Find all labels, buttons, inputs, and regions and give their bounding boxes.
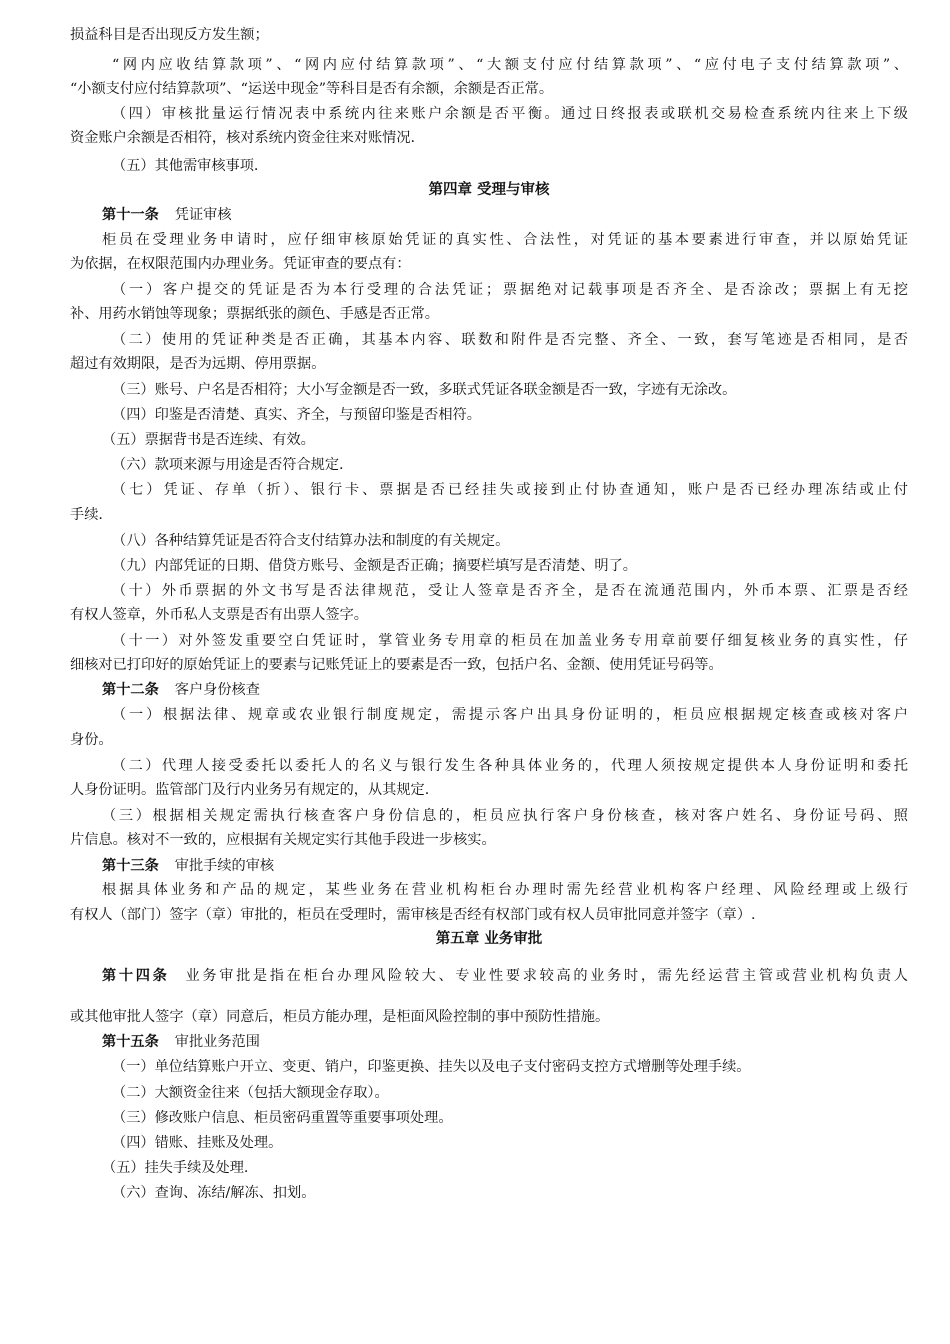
article-number: 第十二条: [102, 682, 159, 698]
article-heading: [102, 204, 908, 226]
paragraph-line: （一）客户提交的凭证是否为本行受理的合法凭证；票据绝对记载事项是否齐全、是否涂改；票据上有无挖: [112, 282, 908, 298]
article-title: 凭证审核: [174, 207, 232, 223]
article-number: 第十一条: [102, 207, 159, 223]
paragraph-line: 身份。: [70, 732, 113, 748]
paragraph-line: 或其他审批人签字（章）同意后，柜员方能办理，是柜面风险控制的事中预防性措施。: [70, 1009, 610, 1025]
paragraph-line: （二）大额资金往来（包括大额现金存取）。: [112, 1085, 389, 1101]
paragraph-line: 片信息。核对不一致的，应根据有关规定实行其他手段进一步核实。: [70, 832, 496, 848]
paragraph-line: 损益科目是否出现反方发生额；: [70, 27, 269, 43]
chapter-heading: 第四章 受理与审核: [428, 181, 550, 198]
article-number: 第十四条: [102, 968, 170, 984]
paragraph-line: 有权人（部门）签字（章）审批的，柜员在受理时，需审核是否经有权部门或有权人员审批同意并签字（章）.: [70, 907, 756, 923]
paragraph-line: （二）使用的凭证种类是否正确，其基本内容、联数和附件是否完整、齐全、一致，套写笔迹是否相同，是否: [112, 332, 908, 348]
paragraph-line: （三）账号、户名是否相符；大小写金额是否一致，多联式凭证各联金额是否一致，字迹有无涂改。: [112, 382, 737, 398]
paragraph-line: （十一）对外签发重要空白凭证时，掌管业务专用章的柜员在加盖业务专用章前要仔细复核业务的真实性，仔: [112, 633, 908, 649]
paragraph-line: （三）根据相关规定需执行核查客户身份信息的，柜员应执行客户身份核查，核对客户姓名、身份证号码、照: [102, 808, 908, 824]
article-heading: [102, 679, 908, 701]
paragraph-line: 为依据，在权限范围内办理业务。凭证审查的要点有：: [70, 256, 411, 272]
paragraph-line: 有权人签章，外币私人支票是否有出票人签字。: [70, 607, 368, 623]
paragraph-line: （八）各种结算凭证是否符合支付结算办法和制度的有关规定。: [112, 533, 510, 549]
paragraph-line: （三）修改账户信息、柜员密码重置等重要事项处理。: [112, 1110, 453, 1126]
paragraph-line: 超过有效期限，是否为远期、停用票据。: [70, 356, 326, 372]
paragraph-line: 柜员在受理业务申请时，应仔细审核原始凭证的真实性、合法性，对凭证的基本要素进行审查，并以原始凭证: [102, 232, 908, 248]
paragraph-line: （十）外币票据的外文书写是否法律规范，受让人签章是否齐全，是否在流通范围内，外币本票、汇票是否经: [112, 583, 908, 599]
paragraph-line: “小额支付应付结算款项”、“运送中现金”等科目是否有余额，余额是否正常。: [70, 81, 554, 97]
paragraph-line: （一）单位结算账户开立、变更、销户，印鉴更换、挂失以及电子支付密码支控方式增删等处理手续。: [112, 1059, 751, 1075]
paragraph-line: （七）凭证、存单（折）、银行卡、票据是否已经挂失或接到止付协查通知，账户是否已经办理冻结或止付: [112, 482, 908, 498]
article-heading: [102, 965, 908, 987]
paragraph-line: （五）其他需审核事项.: [112, 158, 259, 174]
paragraph-line: “网内应收结算款项”、“网内应付结算款项”、“大额支付应付结算款项”、“应付电子支付结算款项”、: [112, 57, 908, 73]
article-number: 第十五条: [102, 1034, 159, 1050]
paragraph-line: （四）印鉴是否清楚、真实、齐全，与预留印鉴是否相符。: [112, 407, 481, 423]
paragraph-line: （六）款项来源与用途是否符合规定.: [112, 457, 344, 473]
article-heading: [102, 855, 908, 877]
paragraph-line: 人身份证明。监管部门及行内业务另有规定的，从其规定.: [70, 782, 430, 798]
article-text: 业务审批是指在柜台办理风险较大、专业性要求较高的业务时，需先经运营主管或营业机构负责人: [185, 968, 908, 984]
paragraph-line: 资金账户余额是否相符，核对系统内资金往来对账情况.: [70, 130, 416, 146]
paragraph-line: （九）内部凭证的日期、借贷方账号、金额是否正确；摘要栏填写是否清楚、明了。: [112, 558, 637, 574]
paragraph-line: （四）错账、挂账及处理。: [112, 1135, 283, 1151]
paragraph-line: 细核对已打印好的原始凭证上的要素与记账凭证上的要素是否一致，包括户名、金额、使用凭证号码等。: [70, 657, 723, 673]
chapter-heading: 第五章 业务审批: [435, 930, 543, 947]
paragraph-line: （二）代理人接受委托以委托人的名义与银行发生各种具体业务的，代理人须按规定提供本人身份证明和委托: [112, 758, 908, 774]
article-title: 审批手续的审核: [174, 858, 275, 874]
paragraph-line: （五）挂失手续及处理.: [102, 1160, 249, 1176]
paragraph-line: 根据具体业务和产品的规定，某些业务在营业机构柜台办理时需先经营业机构客户经理、风险经理或上级行: [102, 882, 908, 898]
paragraph-line: 手续.: [70, 507, 103, 523]
paragraph-line: （六）查询、冻结/解冻、扣划。: [112, 1185, 316, 1201]
article-title: 审批业务范围: [174, 1034, 260, 1050]
paragraph-line: （五）票据背书是否连续、有效。: [102, 432, 315, 448]
article-heading: [102, 1031, 908, 1053]
paragraph-line: 补、用药水销蚀等现象；票据纸张的颜色、手感是否正常。: [70, 306, 439, 322]
paragraph-line: （一）根据法律、规章或农业银行制度规定，需提示客户出具身份证明的，柜员应根据规定核查或核对客户: [112, 707, 908, 723]
article-title: 客户身份核查: [174, 682, 260, 698]
paragraph-line: （四）审核批量运行情况表中系统内往来账户余额是否平衡。通过日终报表或联机交易检查系统内往来上下级: [112, 106, 908, 122]
article-number: 第十三条: [102, 858, 159, 874]
